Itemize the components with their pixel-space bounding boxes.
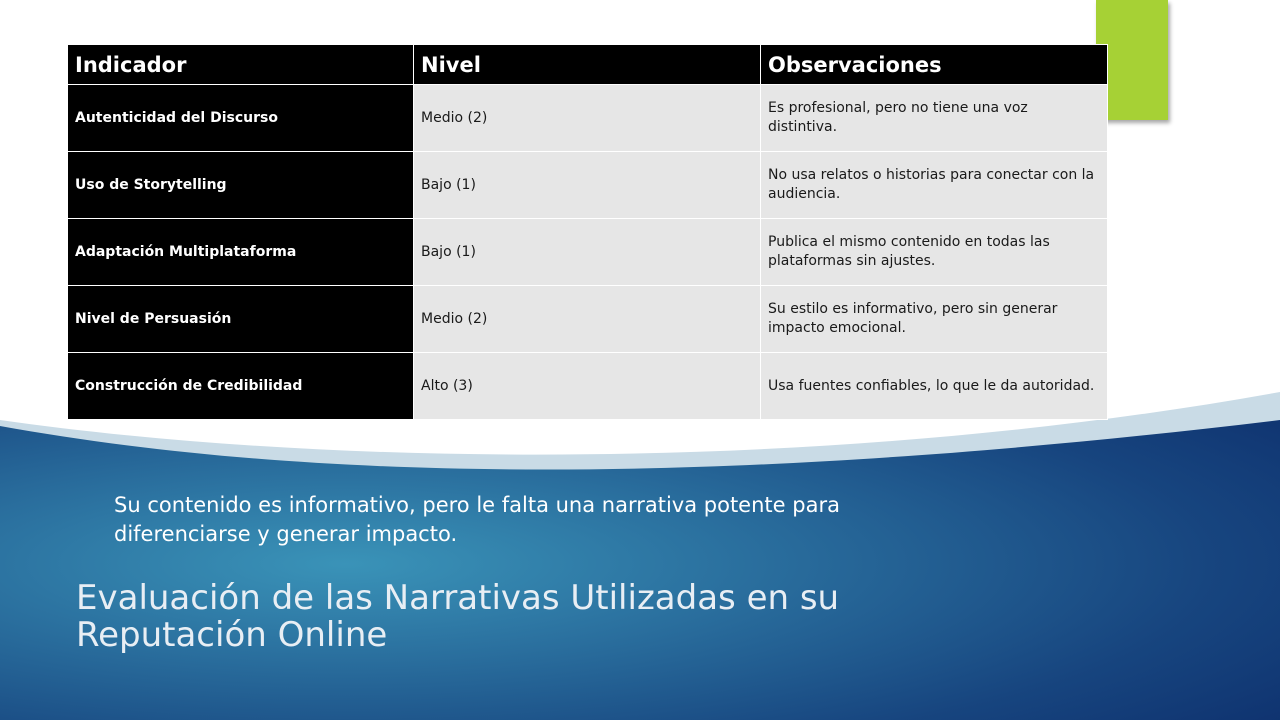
slide-subtitle: Su contenido es informativo, pero le falta una narrativa potente para diferenciarse y generar impacto.	[114, 493, 840, 546]
table-row	[68, 219, 1108, 286]
cell-nivel: Medio (2)	[414, 286, 761, 353]
cell-nivel: Alto (3)	[414, 353, 761, 420]
cell-nivel: Bajo (1)	[414, 152, 761, 219]
cell-observaciones: Es profesional, pero no tiene una voz distintiva.	[761, 85, 1108, 152]
table-header-row	[68, 45, 1108, 85]
cell-indicador: Autenticidad del Discurso	[68, 85, 414, 152]
cell-observaciones: Publica el mismo contenido en todas las plataformas sin ajustes.	[761, 219, 1108, 286]
cell-indicador: Uso de Storytelling	[68, 152, 414, 219]
table-row	[68, 152, 1108, 219]
evaluation-table	[67, 44, 1108, 420]
header-observaciones: Observaciones	[761, 45, 1108, 85]
cell-indicador: Adaptación Multiplataforma	[68, 219, 414, 286]
cell-observaciones: Su estilo es informativo, pero sin generar impacto emocional.	[761, 286, 1108, 353]
cell-nivel: Medio (2)	[414, 85, 761, 152]
header-nivel: Nivel	[414, 45, 761, 85]
cell-indicador: Construcción de Credibilidad	[68, 353, 414, 420]
table-row	[68, 353, 1108, 420]
cell-observaciones: Usa fuentes confiables, lo que le da autoridad.	[761, 353, 1108, 420]
cell-observaciones: No usa relatos o historias para conectar con la audiencia.	[761, 152, 1108, 219]
table-row	[68, 85, 1108, 152]
cell-nivel: Bajo (1)	[414, 219, 761, 286]
header-indicador: Indicador	[68, 45, 414, 85]
cell-indicador: Nivel de Persuasión	[68, 286, 414, 353]
slide-title: Evaluación de las Narrativas Utilizadas en su Reputación Online	[76, 578, 840, 655]
table-row	[68, 286, 1108, 353]
